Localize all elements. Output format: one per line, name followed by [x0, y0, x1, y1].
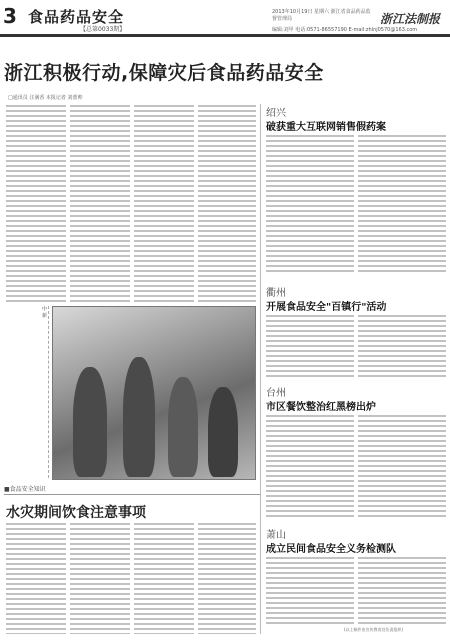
headline-shaoxing: 破获重大互联网销售假药案	[266, 122, 386, 133]
quzhou-text-b	[358, 314, 446, 378]
shaoxing-text-a	[266, 134, 354, 274]
photo-credit: 中 新	[41, 306, 47, 318]
bottom-article-text-col2	[70, 522, 130, 634]
region-tag-shaoxing: 绍兴	[266, 108, 286, 119]
date-line: 2013年10月19日 星期六 浙江省食品药品监督管理局	[272, 9, 371, 22]
region-tag-xiaoshan: 萧山	[266, 530, 286, 541]
xiaoshan-text-b	[358, 556, 446, 624]
footer-note: (以上稿件由宣传教育处负责组织)	[344, 627, 404, 632]
food-safety-headline: 水灾期间饮食注意事项	[6, 505, 146, 521]
main-article-text-col2	[70, 104, 130, 302]
photo-caption	[6, 306, 49, 478]
xiaoshan-text-a	[266, 556, 354, 624]
main-article-text-col4	[198, 104, 256, 302]
header-rule	[0, 34, 450, 37]
page-number: 3	[3, 4, 17, 28]
main-article-text-col1	[6, 104, 66, 302]
region-tag-taizhou: 台州	[266, 388, 286, 399]
page-section-title: 食品药品安全	[28, 8, 125, 26]
bottom-article-text-col1	[6, 522, 66, 634]
taizhou-text-b	[358, 414, 446, 518]
headline-taizhou: 市区餐饮整治红黑榜出炉	[266, 402, 376, 413]
news-photo	[52, 306, 256, 480]
issue-number: 【总第0033期】	[80, 26, 126, 33]
main-headline: 浙江积极行动,保障灾后食品药品安全	[4, 62, 324, 84]
taizhou-text-a	[266, 414, 354, 518]
quzhou-text-a	[266, 314, 354, 378]
shaoxing-text-b	[358, 134, 446, 274]
region-tag-quzhou: 衢州	[266, 288, 286, 299]
editor-line: 编辑:刘甲 电话:0571-86557190 E-mail:zhlnj0570@163.com	[272, 27, 418, 33]
section-tag: ■食品安全知识	[4, 486, 46, 493]
main-byline: □通讯员 汪满香 本报记者 刘蕾帅	[8, 95, 83, 101]
headline-quzhou: 开展食品安全"百镇行"活动	[266, 302, 387, 313]
bottom-article-text-col4	[198, 522, 256, 634]
bottom-article-text-col3	[134, 522, 194, 634]
page-header	[0, 0, 450, 34]
main-article-text-col3	[134, 104, 194, 302]
headline-xiaoshan: 成立民间食品安全义务检测队	[266, 544, 396, 555]
newspaper-masthead: 浙江法制报	[380, 12, 441, 26]
section-divider	[4, 494, 260, 495]
column-separator	[260, 104, 261, 634]
